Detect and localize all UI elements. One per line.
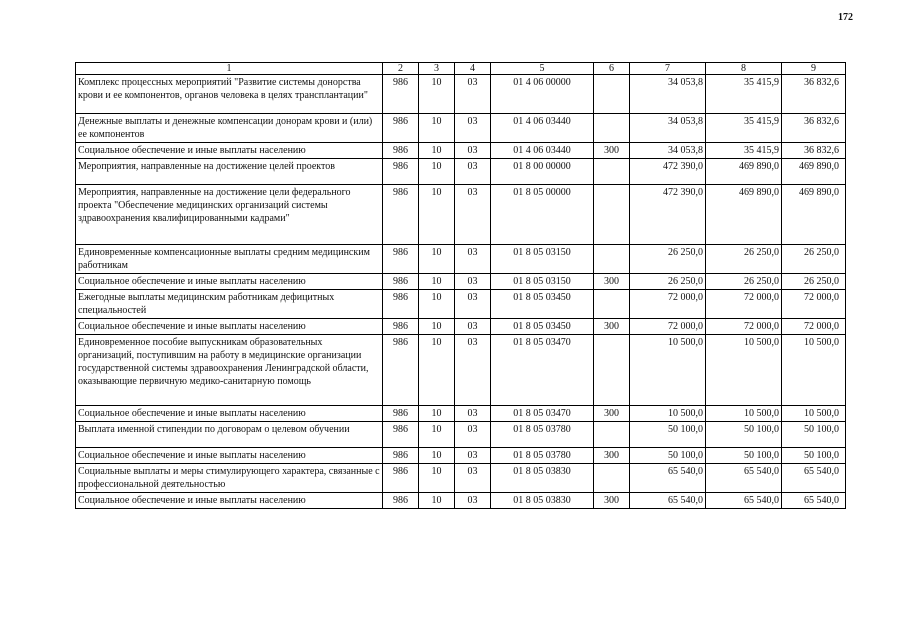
code-cell: 300 (594, 143, 630, 159)
row-name-cell: Социальные выплаты и меры стимулирующего характера, связанные с профессиональной деятельностью (76, 464, 383, 493)
amount-cell: 34 053,8 (630, 143, 706, 159)
code-cell: 10 (419, 464, 455, 493)
code-cell: 300 (594, 319, 630, 335)
row-name-cell: Единовременные компенсационные выплаты средним медицинским работникам (76, 245, 383, 274)
code-cell: 986 (383, 335, 419, 406)
amount-cell: 72 000,0 (706, 290, 782, 319)
amount-cell: 469 890,0 (706, 159, 782, 185)
code-cell: 03 (455, 245, 491, 274)
row-name-cell: Социальное обеспечение и иные выплаты населению (76, 319, 383, 335)
code-cell (594, 75, 630, 114)
amount-cell: 35 415,9 (706, 143, 782, 159)
code-cell: 986 (383, 448, 419, 464)
code-cell: 10 (419, 75, 455, 114)
code-cell: 10 (419, 114, 455, 143)
table-row (76, 464, 846, 493)
code-cell (594, 185, 630, 245)
amount-cell: 26 250,0 (630, 245, 706, 274)
amount-cell: 34 053,8 (630, 114, 706, 143)
amount-cell: 35 415,9 (706, 75, 782, 114)
code-cell (594, 335, 630, 406)
code-cell: 03 (455, 185, 491, 245)
row-name-cell: Единовременное пособие выпускникам образовательных организаций, поступившим на работу в медицинские организации государственной системы здравоохранения Ленинградской области, оказывающие первичную медико-санитарную помощь (76, 335, 383, 406)
code-cell: 986 (383, 114, 419, 143)
amount-cell: 26 250,0 (782, 245, 846, 274)
amount-cell: 36 832,6 (782, 75, 846, 114)
code-cell: 01 8 05 03780 (491, 422, 594, 448)
column-header: 1 (76, 63, 383, 75)
column-header: 6 (594, 63, 630, 75)
code-cell: 986 (383, 75, 419, 114)
code-cell: 01 8 05 03830 (491, 464, 594, 493)
row-name-cell: Выплата именной стипендии по договорам о целевом обучении (76, 422, 383, 448)
amount-cell: 10 500,0 (706, 406, 782, 422)
amount-cell: 26 250,0 (782, 274, 846, 290)
table-row (76, 448, 846, 464)
row-name-cell: Социальное обеспечение и иные выплаты населению (76, 143, 383, 159)
code-cell: 03 (455, 290, 491, 319)
code-cell: 03 (455, 319, 491, 335)
code-cell: 10 (419, 406, 455, 422)
code-cell: 01 4 06 03440 (491, 143, 594, 159)
amount-cell: 26 250,0 (706, 245, 782, 274)
amount-cell: 34 053,8 (630, 75, 706, 114)
code-cell (594, 159, 630, 185)
code-cell: 986 (383, 422, 419, 448)
column-header: 9 (782, 63, 846, 75)
column-header: 7 (630, 63, 706, 75)
table-row (76, 245, 846, 274)
code-cell: 01 8 05 00000 (491, 185, 594, 245)
code-cell: 03 (455, 493, 491, 509)
code-cell: 986 (383, 290, 419, 319)
code-cell: 10 (419, 245, 455, 274)
amount-cell: 50 100,0 (706, 448, 782, 464)
amount-cell: 50 100,0 (706, 422, 782, 448)
amount-cell: 469 890,0 (706, 185, 782, 245)
code-cell: 03 (455, 464, 491, 493)
code-cell: 300 (594, 493, 630, 509)
table-row (76, 319, 846, 335)
table-row (76, 406, 846, 422)
amount-cell: 26 250,0 (706, 274, 782, 290)
amount-cell: 26 250,0 (630, 274, 706, 290)
amount-cell: 65 540,0 (630, 464, 706, 493)
table-row (76, 422, 846, 448)
code-cell (594, 245, 630, 274)
code-cell (594, 114, 630, 143)
column-header: 3 (419, 63, 455, 75)
amount-cell: 10 500,0 (630, 335, 706, 406)
code-cell: 986 (383, 464, 419, 493)
budget-table (75, 62, 846, 509)
amount-cell: 469 890,0 (782, 159, 846, 185)
code-cell: 01 8 05 03830 (491, 493, 594, 509)
amount-cell: 472 390,0 (630, 185, 706, 245)
code-cell (594, 290, 630, 319)
amount-cell: 72 000,0 (630, 290, 706, 319)
table-row (76, 290, 846, 319)
code-cell: 10 (419, 493, 455, 509)
code-cell: 10 (419, 274, 455, 290)
code-cell: 03 (455, 422, 491, 448)
code-cell: 03 (455, 406, 491, 422)
code-cell: 986 (383, 143, 419, 159)
amount-cell: 472 390,0 (630, 159, 706, 185)
code-cell: 10 (419, 290, 455, 319)
amount-cell: 36 832,6 (782, 114, 846, 143)
amount-cell: 10 500,0 (630, 406, 706, 422)
amount-cell: 10 500,0 (782, 406, 846, 422)
amount-cell: 469 890,0 (782, 185, 846, 245)
code-cell: 10 (419, 159, 455, 185)
code-cell: 03 (455, 274, 491, 290)
table-row (76, 75, 846, 114)
code-cell: 10 (419, 448, 455, 464)
code-cell (594, 464, 630, 493)
code-cell: 01 8 05 03780 (491, 448, 594, 464)
code-cell: 01 8 05 03470 (491, 406, 594, 422)
amount-cell: 10 500,0 (706, 335, 782, 406)
amount-cell: 72 000,0 (782, 290, 846, 319)
row-name-cell: Социальное обеспечение и иные выплаты населению (76, 448, 383, 464)
code-cell: 10 (419, 422, 455, 448)
code-cell: 01 8 05 03450 (491, 319, 594, 335)
code-cell: 986 (383, 274, 419, 290)
column-header: 2 (383, 63, 419, 75)
row-name-cell: Социальное обеспечение и иные выплаты населению (76, 406, 383, 422)
code-cell: 01 8 05 03450 (491, 290, 594, 319)
amount-cell: 72 000,0 (782, 319, 846, 335)
row-name-cell: Комплекс процессных мероприятий "Развитие системы донорства крови и ее компонентов, органов человека в целях трансплантации" (76, 75, 383, 114)
row-name-cell: Социальное обеспечение и иные выплаты населению (76, 274, 383, 290)
column-header: 4 (455, 63, 491, 75)
amount-cell: 72 000,0 (706, 319, 782, 335)
table-row (76, 159, 846, 185)
header-row (76, 63, 846, 75)
code-cell: 01 8 05 03470 (491, 335, 594, 406)
amount-cell: 72 000,0 (630, 319, 706, 335)
row-name-cell: Мероприятия, направленные на достижение целей проектов (76, 159, 383, 185)
code-cell: 986 (383, 493, 419, 509)
amount-cell: 36 832,6 (782, 143, 846, 159)
amount-cell: 65 540,0 (782, 464, 846, 493)
code-cell: 10 (419, 319, 455, 335)
code-cell: 986 (383, 245, 419, 274)
column-header: 5 (491, 63, 594, 75)
code-cell: 10 (419, 335, 455, 406)
amount-cell: 65 540,0 (630, 493, 706, 509)
table-row (76, 185, 846, 245)
code-cell: 986 (383, 185, 419, 245)
code-cell: 03 (455, 335, 491, 406)
code-cell: 01 8 00 00000 (491, 159, 594, 185)
table-body (76, 75, 846, 509)
amount-cell: 65 540,0 (706, 464, 782, 493)
code-cell: 03 (455, 75, 491, 114)
code-cell: 10 (419, 185, 455, 245)
table-row (76, 274, 846, 290)
code-cell: 01 8 05 03150 (491, 245, 594, 274)
table-row (76, 493, 846, 509)
code-cell: 01 4 06 00000 (491, 75, 594, 114)
amount-cell: 50 100,0 (782, 448, 846, 464)
code-cell: 10 (419, 143, 455, 159)
code-cell: 300 (594, 448, 630, 464)
amount-cell: 65 540,0 (782, 493, 846, 509)
code-cell: 986 (383, 406, 419, 422)
code-cell: 01 8 05 03150 (491, 274, 594, 290)
table-row (76, 114, 846, 143)
amount-cell: 65 540,0 (706, 493, 782, 509)
row-name-cell: Социальное обеспечение и иные выплаты населению (76, 493, 383, 509)
code-cell: 986 (383, 319, 419, 335)
amount-cell: 50 100,0 (630, 448, 706, 464)
amount-cell: 50 100,0 (782, 422, 846, 448)
code-cell: 300 (594, 274, 630, 290)
code-cell: 03 (455, 143, 491, 159)
column-header: 8 (706, 63, 782, 75)
code-cell: 986 (383, 159, 419, 185)
amount-cell: 35 415,9 (706, 114, 782, 143)
row-name-cell: Ежегодные выплаты медицинским работникам дефицитных специальностей (76, 290, 383, 319)
code-cell: 03 (455, 114, 491, 143)
page-number: 172 (838, 12, 853, 23)
code-cell: 03 (455, 159, 491, 185)
table-row (76, 143, 846, 159)
amount-cell: 10 500,0 (782, 335, 846, 406)
amount-cell: 50 100,0 (630, 422, 706, 448)
row-name-cell: Денежные выплаты и денежные компенсации донорам крови и (или) ее компонентов (76, 114, 383, 143)
code-cell: 03 (455, 448, 491, 464)
code-cell: 01 4 06 03440 (491, 114, 594, 143)
table-row (76, 335, 846, 406)
row-name-cell: Мероприятия, направленные на достижение цели федерального проекта "Обеспечение медицинских организаций системы здравоохранения квалифицированными кадрами" (76, 185, 383, 245)
code-cell (594, 422, 630, 448)
code-cell: 300 (594, 406, 630, 422)
